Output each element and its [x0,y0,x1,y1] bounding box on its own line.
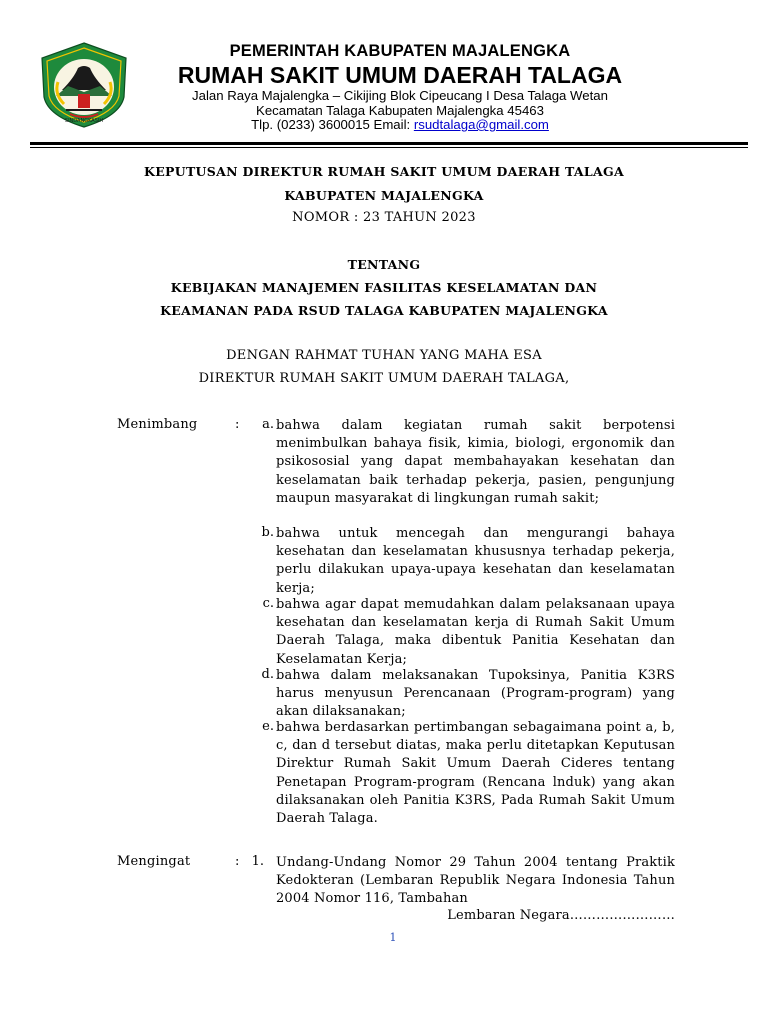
consideration-marker-a: a. [262,417,274,432]
invocation-line-2: DIREKTUR RUMAH SAKIT UMUM DAERAH TALAGA, [198,371,570,386]
invocation-line-1: DENGAN RAHMAT TUHAN YANG MAHA ESA [226,348,542,363]
letterhead-rule-thin [30,147,748,148]
address-line-1: Jalan Raya Majalengka – Cikijing Blok Cipeucang I Desa Talaga Wetan [192,88,608,103]
consideration-d-text: bahwa dalam melaksanakan Tupoksinya, Panitia K3RS harus menyusun Perencanaan (Program-program) yang akan dilaksanakan; [276,668,675,720]
decree-number: NOMOR : 23 TAHUN 2023 [292,210,476,225]
menimbang-colon: : [235,417,240,432]
decree-title-line-2: KABUPATEN MAJALENGKA [284,188,484,203]
majalengka-regency-emblem-icon [40,42,128,128]
consideration-c-text: bahwa agar dapat memudahkan dalam pelaksanaan upaya kesehatan dan keselamatan kerja di Rumah Sakit Umum Daerah Talaga, maka dibentuk Panitia Kesehatan dan Keselamatan Kerja; [276,597,675,667]
legal-basis-1-text: Undang-Undang Nomor 29 Tahun 2004 tentang Praktik Kedokteran (Lembaran Republik Negara Indonesia Tahun 2004 Nomor 116, Tambahan [276,855,675,907]
decree-title-line-1: KEPUTUSAN DIREKTUR RUMAH SAKIT UMUM DAERAH TALAGA [144,164,624,179]
decree-subject-line-2: KEAMANAN PADA RSUD TALAGA KABUPATEN MAJALENGKA [160,303,608,318]
consideration-b-text: bahwa untuk mencegah dan mengurangi bahaya kesehatan dan keselamatan khususnya terhadap pekerja, perlu dilakukan upaya-upaya kesehatan dan keselamatan kerja; [276,526,675,596]
consideration-a-text: bahwa dalam kegiatan rumah sakit berpotensi menimbulkan bahaya fisik, kimia, biologi, ergonomik dan psikososial yang dapat membahayakan kesehatan dan keselamatan baik terhadap pekerja, pasien, pengunjung maupun masyarakat di lingkungan rumah sakit; [276,418,675,506]
hospital-name: RUMAH SAKIT UMUM DAERAH TALAGA [177,62,623,88]
hospital-address [150,89,650,133]
contact-line [150,118,650,133]
address-line-2: Kecamatan Talaga Kabupaten Majalengka 45463 [256,102,544,118]
menimbang-label: Menimbang [117,417,198,432]
svg-text:SINDANGKASIH: SINDANGKASIH [64,118,104,124]
legal-basis-1-continuation: Lembaran Negara…………………… [447,908,675,923]
phone-text: Tlp. (0233) 3600015 Email: [251,117,414,132]
government-name: PEMERINTAH KABUPATEN MAJALENGKA [229,42,571,60]
consideration-marker-b: b. [261,525,274,540]
mengingat-colon: : [235,854,240,869]
letterhead-rule-thick [30,142,748,145]
consideration-marker-c: c. [262,596,274,611]
decree-subject-line-1: KEBIJAKAN MANAJEMEN FASILITAS KESELAMATAN DAN [170,280,598,295]
about-heading: TENTANG [347,257,421,272]
mengingat-label: Mengingat [117,854,191,869]
consideration-e-text: bahwa berdasarkan pertimbangan sebagaimana point a, b, c, dan d tersebut diatas, maka perlu ditetapkan Keputusan Direktur Rumah Sakit Umum Daerah Cideres tentang Penetapan Program-program (Rencana lnduk) yang akan dilaksanakan oleh Panitia K3RS, Pada Rumah Sakit Umum Daerah Talaga. [276,720,675,827]
legal-basis-marker-1: 1. [251,854,264,869]
page-number: 1 [389,931,397,944]
consideration-marker-e: e. [262,719,274,734]
consideration-marker-d: d. [261,667,274,682]
email-link[interactable]: rsudtalaga@gmail.com [413,117,549,132]
